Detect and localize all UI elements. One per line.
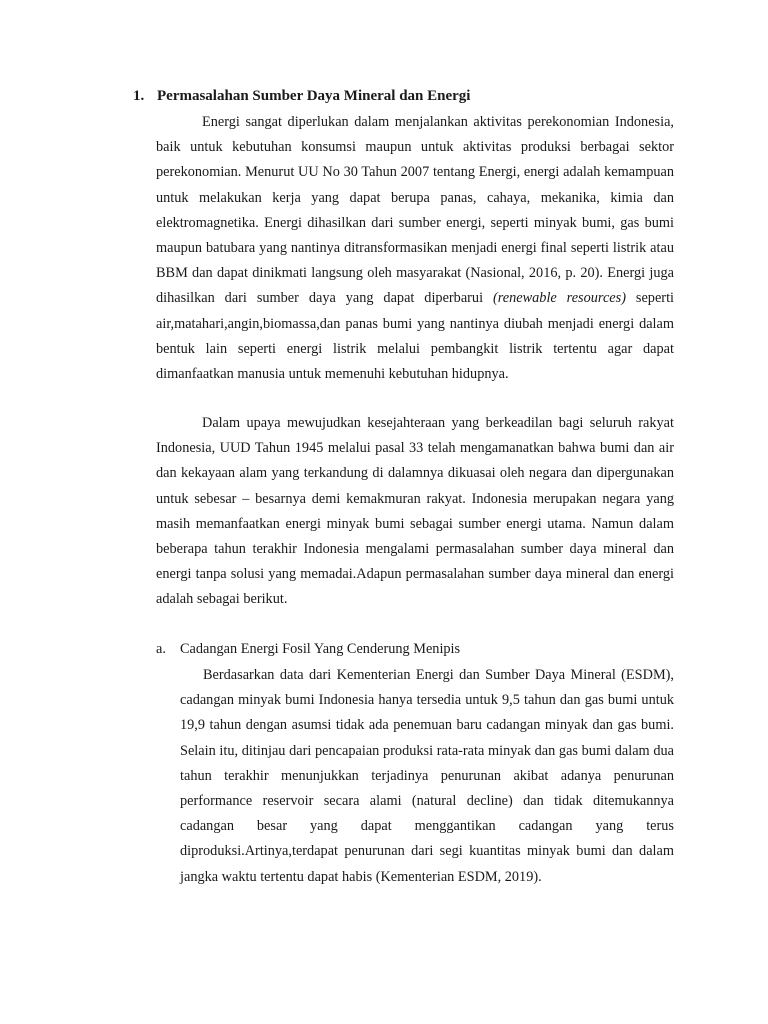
paragraph-fossil-reserves: Berdasarkan data dari Kementerian Energi dan Sumber Daya Mineral (ESDM), cadangan minyak bumi Indonesia hanya tersedia untuk 9,5 tahun dan gas bumi untuk 19,9 tahun dengan asumsi tidak ada penemuan baru cadangan minyak dan gas bumi. Selain itu, ditinjau dari pencapaian produksi rata-rata minyak dan gas bumi dalam dua tahun terakhir menunjukkan terjadinya penurunan akibat adanya penurunan performance reservoir secara alami (natural decline) dan tidak ditemukannya cadangan besar yang dapat menggantikan cadangan yang terus diproduksi.Artinya,terdapat penurunan dari segi kuantitas minyak bumi dan dalam jangka waktu tertentu dapat habis (Kementerian ESDM, 2019). <box>180 667 674 885</box>
paragraph-energy-need <box>156 110 674 387</box>
paragraph-1-text-b: seperti air,matahari,angin,biomassa,dan panas bumi yang nantinya diubah menjadi energi dalam bentuk lain seperti energi listrik melalui pembangkit listrik tertentu agar dapat dimanfaatkan manusia untuk memenuhi kebutuhan hidupnya. <box>156 290 675 383</box>
subsection-letter: a. <box>156 641 166 657</box>
section-title: Permasalahan Sumber Daya Mineral dan Energi <box>157 88 471 104</box>
subsection-heading <box>156 637 460 662</box>
paragraph-1-italic-term: (renewable resources) <box>492 290 626 307</box>
paragraph-1-text-a: Energi sangat diperlukan dalam menjalankan aktivitas perekonomian Indonesia, baik untuk kebutuhan konsumsi maupun untuk aktivitas produksi berbagai sektor perekonomian. Menurut UU No 30 Tahun 2007 tentang Energi, energi adalah kemampuan untuk melakukan kerja yang dapat berupa panas, cahaya, mekanika, kimia dan elektromagnetika. Energi dihasilkan dari sumber energi, seperti minyak bumi, gas bumi maupun batubara yang nantinya ditransformasikan menjadi energi final seperti listrik atau BBM dan dapat dinikmati langsung oleh masyarakat (Nasional, 2016, p. 20). Energi juga dihasilkan dari sumber daya yang dapat diperbarui <box>156 114 674 307</box>
section-number: 1. <box>133 88 145 104</box>
paragraph-uud-1945: Dalam upaya mewujudkan kesejahteraan yang berkeadilan bagi seluruh rakyat Indonesia, UUD Tahun 1945 melalui pasal 33 telah mengamanatkan bahwa bumi dan air dan kekayaan alam yang terkandung di dalamnya dikuasai oleh negara dan dipergunakan untuk sebesar – besarnya demi kemakmuran rakyat. Indonesia merupakan negara yang masih memanfaatkan energi minyak bumi sebagai sumber energi utama. Namun dalam beberapa tahun terakhir Indonesia mengalami permasalahan sumber daya mineral dan energi tanpa solusi yang memadai.Adapun permasalahan sumber daya mineral dan energi adalah sebagai berikut. <box>156 415 674 608</box>
subsection-title: Cadangan Energi Fosil Yang Cenderung Menipis <box>180 641 461 657</box>
section-heading <box>133 86 693 106</box>
